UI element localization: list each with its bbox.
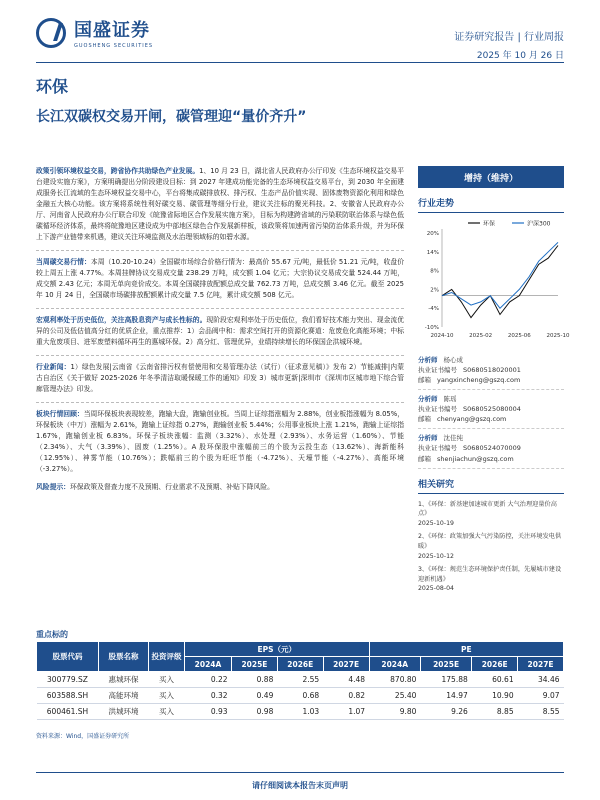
x-tick-label: 2025-06 — [507, 333, 531, 339]
report-header — [0, 0, 600, 70]
key-stocks-heading: 重点标的 — [36, 630, 68, 639]
series-line-csi300 — [442, 242, 558, 308]
key-stocks-table — [36, 641, 564, 720]
related-item: 1、《环保：新基建加速城市更新 大气治理迎量价高点》 2025-10-19 — [418, 500, 557, 527]
col-year: 2024A — [185, 657, 232, 672]
brand-logo — [36, 16, 153, 49]
col-year: 2025E — [420, 657, 471, 672]
col-year: 2026E — [472, 657, 518, 672]
y-tick-label: 8% — [430, 268, 439, 275]
analyst-name: 杨心成 — [443, 356, 463, 364]
analyst-list — [418, 355, 564, 469]
industry-name: 环保 — [36, 77, 69, 96]
report-body — [36, 166, 404, 500]
trend-chart-svg — [418, 215, 570, 345]
legend-label: 环保 — [483, 220, 496, 228]
x-tick-label: 2025-10 — [546, 333, 570, 339]
news-paragraph: 行业新闻：1）绿色发展|云南省《云南省排污权有偿使用和交易管理办法（试行）（征求意见稿）》发布 2）节能减排|内蒙古自治区《关于做好 2025-2026 年冬季清洁取暖保暖工作的通知》印发 3）城市更新|深圳市《深圳市区城市地下综合管廊管理办法》印发。 — [36, 363, 405, 393]
analyst-email: shenjiachun@gszq.com — [437, 454, 514, 463]
y-tick-label: 2% — [430, 287, 439, 294]
footer-divider — [36, 772, 564, 773]
analyst-card: 分析师 沈佳纯 执业证书编号 S0680524070009 邮箱 shenjiachun@gszq.com — [418, 433, 564, 468]
col-code: 股票代码 — [37, 642, 99, 672]
related-item: 2、《环保：政策加强大气污染防控，关注环境发电供暖》 2025-10-12 — [418, 533, 562, 560]
sidebar — [418, 166, 570, 598]
sector-review-paragraph: 板块行情回顾：当周环保板块表现较差，跑输大盘，跑输创业板。当周上证综指涨幅为 2.88%，创业板指涨幅为 8.05%，环保板块（中万）涨幅为 2.61%，跑输上证综指 0.27%，跑输创业板 5.44%；公用事业板块上涨 1.21%，跑输上证综指 1.67%，跑输创业板 6.83%。环保子板块涨幅：监测（3.32%）、水处理（2.93%）、水务运营（1.60%）、节能（2.34%）、大气（3.39%）、固废（1.25%）。A 股环保股中涨幅前三的个股为云投生态（13.62%）、海新能科（12.95%）、神雾节能（10.76%）；跌幅前三的个股为旺旺节能（-4.72%）、天壕节能（-4.27%）、高能环境（-3.27%）。 — [36, 410, 405, 473]
analyst-card: 分析师 陈瑶 执业证书编号 S0680525080004 邮箱 chenyang@gszq.com — [418, 394, 564, 429]
y-tick-label: 14% — [426, 249, 439, 256]
series-line-env — [442, 246, 558, 318]
report-date: 2025 年 10 月 26 日 — [476, 51, 564, 61]
table-row: 600461.SH 洪城环境 买入 0.93 0.98 1.03 1.07 9.80 9.26 8.85 8.55 — [37, 704, 564, 720]
divider — [36, 250, 404, 251]
y-tick-label: -4% — [428, 306, 439, 313]
col-year: 2025E — [232, 657, 278, 672]
divider — [36, 308, 404, 309]
related-item: 3、《环保：规范生态环境保护责任制，先履城市建设迎新机遇》 2025-08-04 — [418, 566, 562, 593]
table-row: 603588.SH 高能环境 买入 0.32 0.49 0.68 0.82 25.40 14.97 10.90 9.07 — [37, 688, 564, 704]
col-year: 2027E — [518, 657, 564, 672]
related-research-list — [418, 500, 564, 594]
col-pe: PE — [369, 642, 563, 657]
macro-paragraph: 宏观利率处于历史低位，关注高股息资产与成长性标的。现阶段宏观利率处于历史低位，我们看好技术能力突出、现金流优异的公司及低估值高分红的优质企业，重点推荐：1）会品阀中和：需求空间打开的资源化赛道：危废危化高能环境；中标重大危废项目、进军废塑料循环再生的惠城环保。2）高分红、管理优异，业绩持续增长的环保国企洪城环境。 — [36, 316, 405, 346]
divider — [36, 355, 404, 356]
carbon-market-paragraph: 当周碳交易行情：本周（10.20-10.24）全国碳市场综合价格行情为：最高价 55.67 元/吨，最低价 51.21 元/吨，收盘价较上周五上涨 4.77%。本周挂牌协议交易成交量 238.29 万吨，成交额 1.04 亿元；大宗协议交易成交量 524.44 万吨，成交额 2.43 亿元；本周无单向竞价成交。本周全国碳排放配额总成交量 762.73 万吨，总成交额 3.46 亿元。截至 2025 年 10 月 24 日，全国碳市场碳排放配额累计成交量 7.5 亿吨，累计成交额 508 亿元。 — [36, 258, 405, 299]
divider — [36, 402, 404, 403]
report-title: 长江双碳权交易开闸，碳管理迎“量价齐升” — [36, 109, 307, 125]
logo-chinese-name: 国盛证券 — [74, 20, 150, 41]
related-research-heading: 相关研究 — [418, 477, 564, 494]
analyst-card: 分析师 杨心成 执业证书编号 S0680518020001 邮箱 yangxincheng@gszq.com — [418, 355, 564, 390]
y-tick-label: -10% — [424, 325, 439, 331]
analyst-name: 陈瑶 — [443, 395, 457, 404]
analyst-name: 沈佳纯 — [443, 434, 463, 443]
summary-paragraph: 政策引领环境权益交易，跨省协作共助绿色产业发展。1、10 月 23 日，湖北省人民政府办公厅印发《生态环境权益交易平台建设实施方案》，方案明确提出分阶段建设目标：到 2027 年建成功能完备的生态环境权益交易平台，到 2030 年全面建成服务长江流域的生态环境权益交易中心，平台将集成碳排放权、排污权、生态产品价值实现、固体废物资源化利用和绿色金融五大核心功能。该方案将系统性利好碳交易、碳管理等细分行业，建议关注标的聚光科技。2、安徽省人民政府办公厅、河南省人民政府办公厅联合印发《皖豫省际地区合作发展实施方案》，目标为构建跨省域的污染联防联治体系与绿色低碳循环经济体系，最终将皖豫地区建设成为中部地区绿色合作发展新样板，该政策将加速两省污染防治体系升级，并为环保上下游产业链带来机遇，建议关注环境监测及水治理领域标的如碧水源。 — [36, 167, 405, 241]
col-eps: EPS（元） — [185, 642, 370, 657]
logo-english-name: GUOSHENG SECURITIES — [74, 43, 154, 49]
col-name: 股票名称 — [99, 642, 149, 672]
logo-icon — [36, 18, 66, 48]
x-tick-label: 2024-10 — [430, 333, 454, 339]
y-tick-label: 20% — [426, 231, 439, 237]
trend-heading: 行业走势 — [418, 196, 564, 213]
table-row: 300779.SZ 惠城环保 买入 0.22 0.88 2.55 4.48 870.80 175.88 60.61 34.46 — [37, 672, 564, 688]
x-tick-label: 2025-02 — [469, 333, 493, 339]
rating-badge: 增持（维持） — [418, 166, 564, 188]
col-year: 2026E — [277, 657, 323, 672]
legend-label: 沪深300 — [527, 220, 551, 228]
col-rating: 投资评级 — [149, 642, 185, 672]
report-type: 证券研究报告 | 行业周报 — [454, 32, 564, 43]
analyst-email: yangxincheng@gszq.com — [437, 376, 521, 385]
table-source: 资料来源：Wind，国盛证券研究所 — [36, 733, 130, 740]
col-year: 2024A — [369, 657, 420, 672]
footer-disclaimer: 请仔细阅读本报告末页声明 — [252, 781, 348, 790]
analyst-email: chenyang@gszq.com — [437, 415, 507, 424]
col-year: 2027E — [323, 657, 369, 672]
risk-paragraph: 风险提示：环保政策及督查力度不及预期、行业需求不及预期、补贴下降风险。 — [36, 483, 274, 491]
trend-chart — [418, 215, 570, 349]
header-divider — [36, 62, 564, 63]
